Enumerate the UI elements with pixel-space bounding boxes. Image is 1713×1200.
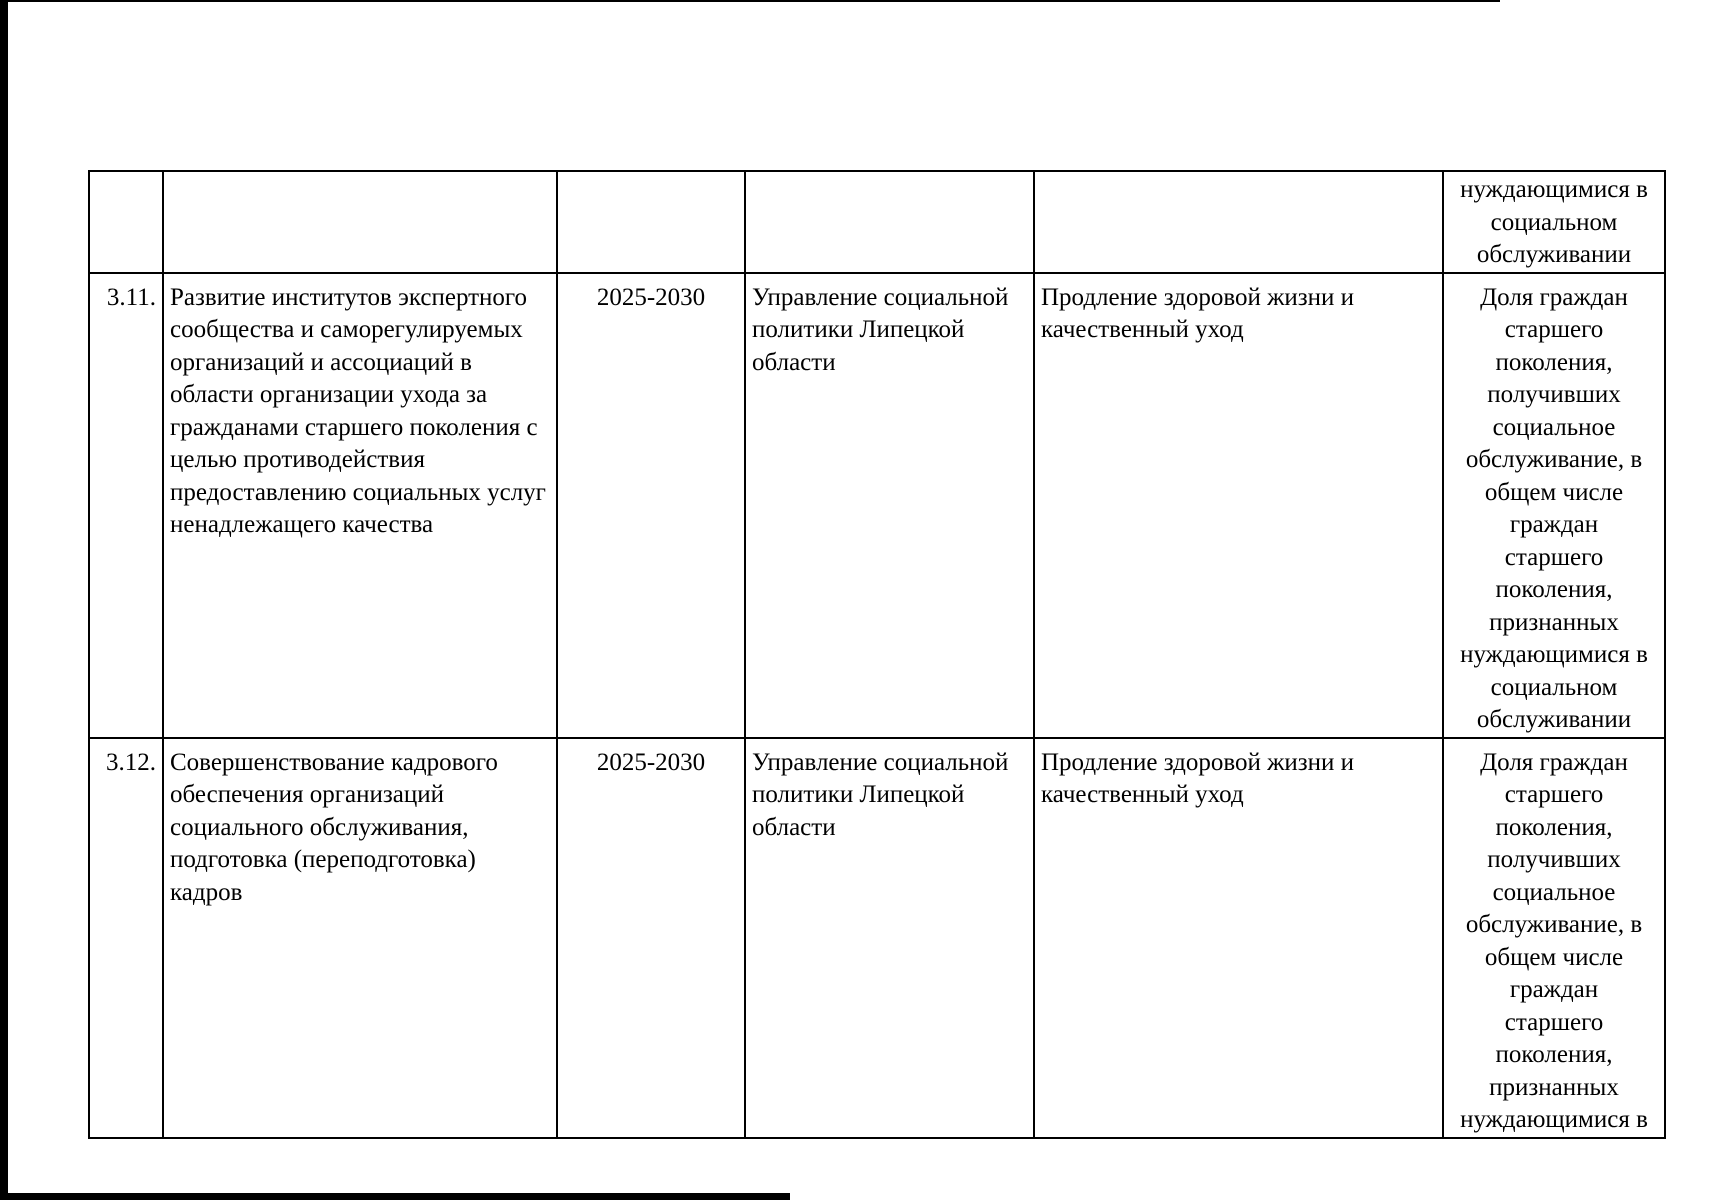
measure-name — [163, 171, 557, 273]
period: 2025-2030 — [557, 738, 745, 1138]
table-row — [89, 273, 1665, 738]
indicator-text: нуждающимися в социальном обслуживании — [1460, 176, 1648, 268]
executor: Управление социальной политики Липецкой области — [745, 738, 1034, 1138]
measures-table — [88, 170, 1666, 1139]
indicator — [1443, 171, 1665, 273]
indicator — [1443, 273, 1665, 738]
scan-edge-top — [0, 0, 1500, 2]
indicator-text: Доля граждан старшего поколения, получивших социальное обслуживание, в общем числе граждан старшего поколения, признанных нуждающимися в — [1460, 748, 1648, 1133]
row-number: 3.12. — [89, 738, 163, 1138]
row-number — [89, 171, 163, 273]
expected-result — [1034, 171, 1443, 273]
expected-result: Продление здоровой жизни и качественный уход — [1034, 738, 1443, 1138]
measure-name: Совершенствование кадрового обеспечения организаций социального обслуживания, подготовка (переподготовка) кадров — [163, 738, 557, 1138]
period: 2025-2030 — [557, 273, 745, 738]
period — [557, 171, 745, 273]
row-number: 3.11. — [89, 273, 163, 738]
executor — [745, 171, 1034, 273]
indicator-text: Доля граждан старшего поколения, получивших социальное обслуживание, в общем числе граждан старшего поколения, признанных нуждающимися в социальном обслуживании — [1460, 283, 1648, 733]
table-row — [89, 171, 1665, 273]
scan-edge-left — [0, 0, 8, 1200]
executor: Управление социальной политики Липецкой области — [745, 273, 1034, 738]
table-row — [89, 738, 1665, 1138]
measure-name: Развитие институтов экспертного сообщества и саморегулируемых организаций и ассоциаций в области организации ухода за гражданами старшего поколения с целью противодействия предоставлению социальных услуг ненадлежащего качества — [163, 273, 557, 738]
scan-edge-bottom — [0, 1193, 790, 1200]
expected-result: Продление здоровой жизни и качественный уход — [1034, 273, 1443, 738]
indicator — [1443, 738, 1665, 1138]
